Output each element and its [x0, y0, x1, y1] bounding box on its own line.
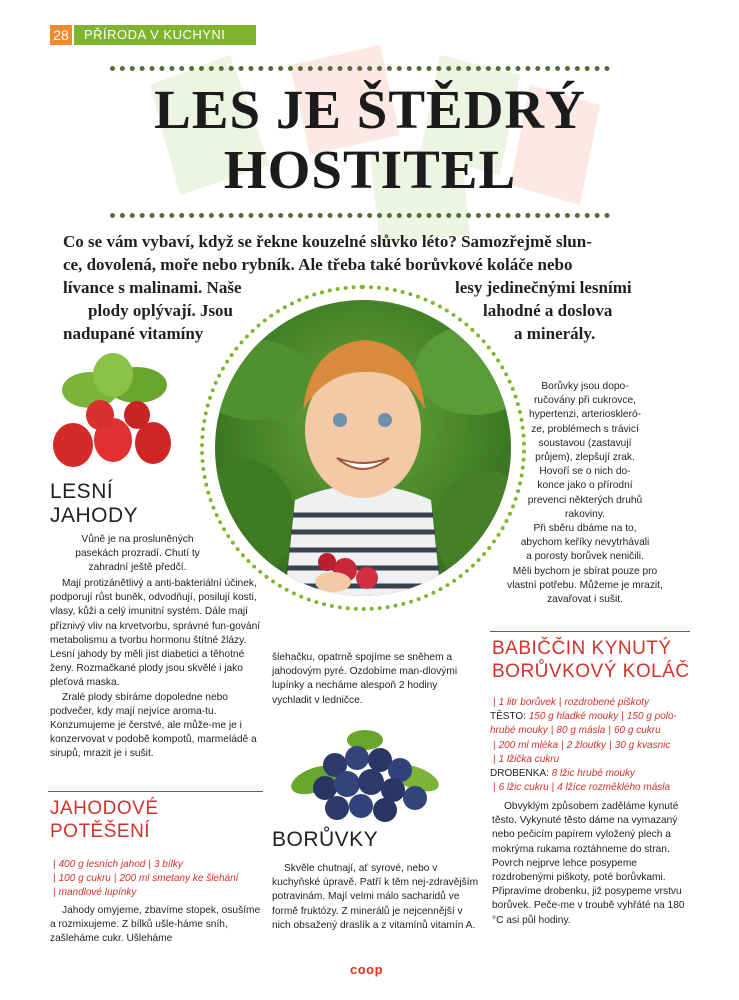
right-line: a porosty borůvek neničili.	[526, 551, 644, 563]
right-line: abychom keříky nevytrhávali	[520, 537, 650, 549]
ingredient: 400 g lesních jahod	[58, 859, 146, 870]
blueberry-recipe-title-line1: BABIČČIN KYNUTÝ	[492, 638, 672, 659]
strawberry-recipe-title-line2: POTĚŠENÍ	[50, 821, 151, 842]
right-line: Měli bychom je sbírat pouze pro	[512, 565, 658, 577]
dotted-rule-bottom	[110, 213, 610, 218]
crumble-label: DROBENKA:	[490, 768, 549, 780]
headline	[60, 80, 680, 200]
lead-line5-right: a minerály.	[514, 324, 596, 343]
section-title: PŘÍRODA V KUCHYNI	[74, 25, 256, 45]
ingredient: 30 g kvasnic	[614, 739, 671, 751]
child-raspberry-photo	[215, 300, 511, 596]
lead-line2: ce, dovolená, moře nebo rybník. Ale třeba také borůvkové koláče nebo	[63, 255, 573, 274]
right-line: Borůvky jsou dopo-	[541, 381, 629, 392]
strawberries-title	[50, 480, 138, 528]
blueberry-recipe-method-text: Obvyklým způsobem zaděláme kynuté těsto. Vykynuté těsto dáme na vymazaný nebo pečicím papírem vyložený plech a mokrýma rukama roztáhneme do stran. Povrch nejprve lehce posypeme rozdrobenými piškoty, poté borůvkami. Připravíme drobenku, již posypeme vrstvu borůvek. Peče-me v troubě vyhřáté na 180 °C asi půl hodiny.	[492, 801, 685, 926]
dough-label: TĚSTO:	[490, 711, 526, 723]
page-number: 28	[50, 25, 72, 45]
right-line: ručovány při cukrovce,	[534, 395, 636, 407]
blueberries-paragraph: Skvěle chutnají, ať syrové, nebo v kuchyňské úpravě. Patří k těm nej-zdravějším potravinám. Mají velmi málo sacharidů ve formě fruktózy. Z minerálů je nejcennější v nich obsažený draslík a z vitamínů vitamín A.	[272, 863, 479, 931]
right-line: vlastní potřebu. Můžeme je mrazit,	[507, 579, 663, 591]
right-line: ze, problémech s trávicí	[531, 423, 639, 435]
coop-logo: coop	[350, 962, 384, 977]
blueberry-recipe-title	[492, 637, 690, 683]
strawberry-recipe-method	[50, 904, 265, 947]
blueberry-image	[285, 720, 445, 825]
red-divider	[48, 791, 263, 792]
lead-line4-left: plody oplývají. Jsou	[88, 301, 234, 320]
blueberry-ingredients: | 1 litr borůvek | rozdrobené piškoty TĚSTO: 150 g hladké mouky | 150 g polo- hrubé mouky | 80 g másla | 60 g cukru | 200 ml mléka | 2 žloutky | 30 g kvasnic | 1 lžička cukru DROBENKA: 8 lžic hrubé mouky | 6 lžic cukru | 4 lžíce rozměklého másla	[490, 697, 677, 794]
lead-line5-left: nadupané vitamíny	[63, 324, 204, 343]
strawberries-paragraph: Zralé plody sbíráme dopoledne nebo podvečer, kdy mají nejvíce aroma-tu. Konzumujeme je čerstvé, ale může-me je i konzervovat v podobě kompotů, marmeládě a sirupů, mrazit je i sušit.	[50, 691, 257, 760]
strawberry-recipe-method-text: Jahody omyjeme, zbavíme stopek, osušíme a rozmixujeme. Z bílků ušle-háme sníh, zašleháme cukr. Ušleháme	[50, 905, 261, 945]
ingredient: 150 g hladké mouky	[528, 711, 619, 723]
headline-line2: HOSTITEL	[223, 139, 517, 200]
ingredient: 2 žloutky	[566, 739, 607, 751]
middle-continuation-text: šlehačku, opatrně spojíme se sněhem a jahodovým pyré. Ozdobíme man-dlovými lupínky a necháme alespoň 2 hodiny vychladit v ledničce.	[272, 652, 458, 706]
blueberries-text	[272, 862, 480, 933]
right-line: soustavou (zastavují	[538, 437, 632, 449]
ingredient: rozdrobené piškoty	[564, 697, 649, 708]
strawberries-paragraph: Mají protizánětlivý a anti-bakteriální účinek, podporují růst buněk, odvodňují, posilují kosti, vlasy, kůži a celý imunitní systém. Dále mají příznivý vliv na krvetvorbu, správné fun-gování metabolismu a tvorbu hormonu štítné žlázy. Lesní jahody by měli jíst diabetici a těhotné ženy. Rozmačkané plody jsou skvělé i jako pleťová maska.	[50, 578, 261, 689]
ingredient: 150 g polo-	[626, 711, 677, 723]
right-line: prevenci některých druhů	[527, 494, 643, 506]
ingredient: mandlové lupínky	[58, 887, 137, 899]
middle-continuation	[272, 651, 472, 708]
right-line: průjem), zlepšují zrak.	[535, 452, 635, 464]
strawberry-recipe-title	[50, 797, 159, 843]
ingredient: 60 g cukru	[613, 725, 661, 737]
lead-line3-right: lesy jedinečnými lesními	[455, 278, 632, 297]
right-column-text	[480, 380, 690, 607]
ingredient: 6 lžic cukru	[498, 782, 549, 794]
ingredient: 1 litr borůvek	[498, 697, 556, 708]
blueberry-recipe-method	[492, 800, 692, 928]
right-line: zavařovat i sušit.	[547, 594, 623, 606]
strawberry-image	[45, 345, 175, 475]
strawberries-intro-line: zahradní ještě předčí.	[88, 562, 187, 574]
right-line: hypertenzi, arterioskleró-	[528, 409, 642, 421]
lead-line1: Co se vám vybaví, když se řekne kouzelné slůvko léto? Samozřejmě slun-	[63, 232, 592, 251]
headline-line1: LES JE ŠTĚDRÝ	[154, 79, 586, 140]
blueberry-recipe-title-line2: BORŮVKOVÝ KOLÁČ	[492, 661, 690, 682]
ingredient: 1 lžička cukru	[498, 753, 560, 765]
red-divider	[490, 631, 690, 632]
right-line: rakoviny.	[564, 508, 605, 520]
strawberry-recipe-title-line1: JAHODOVÉ	[50, 798, 159, 819]
lead-line4-right: lahodné a doslova	[483, 301, 613, 320]
strawberries-intro	[50, 533, 225, 576]
dotted-rule-top	[110, 66, 610, 71]
strawberries-title-line2: JAHODY	[50, 504, 139, 527]
ingredient: 4 lžíce rozměklého másla	[557, 782, 671, 794]
right-line: Hovoří se o nich do-	[539, 466, 631, 478]
lead-line3-left: lívance s malinami. Naše	[63, 278, 242, 297]
strawberries-title-line1: LESNÍ	[50, 480, 114, 503]
strawberries-intro-line: Vůně je na prosluněných	[81, 534, 194, 545]
blueberries-title: BORŮVKY	[272, 828, 379, 851]
strawberries-text	[50, 577, 268, 762]
ingredient: hrubé mouky	[490, 725, 548, 737]
ingredient: 200 ml mléka	[498, 739, 559, 751]
ingredient: 8 lžic hrubé mouky	[551, 768, 636, 780]
right-line: Při sběru dbáme na to,	[533, 523, 637, 535]
strawberry-ingredients: | 400 g lesních jahod | 3 bílky | 100 g cukru | 200 ml smetany ke šlehání | mandlové lupínky	[53, 859, 239, 899]
ingredient: 100 g cukru	[58, 873, 111, 885]
ingredient: 3 bílky	[153, 859, 183, 870]
ingredient: 200 ml smetany ke šlehání	[119, 873, 239, 885]
ingredient: 80 g másla	[556, 725, 606, 737]
right-line: konce jako o přírodní	[537, 480, 633, 492]
strawberries-intro-line: pasekách prozradí. Chutí ty	[75, 548, 200, 560]
